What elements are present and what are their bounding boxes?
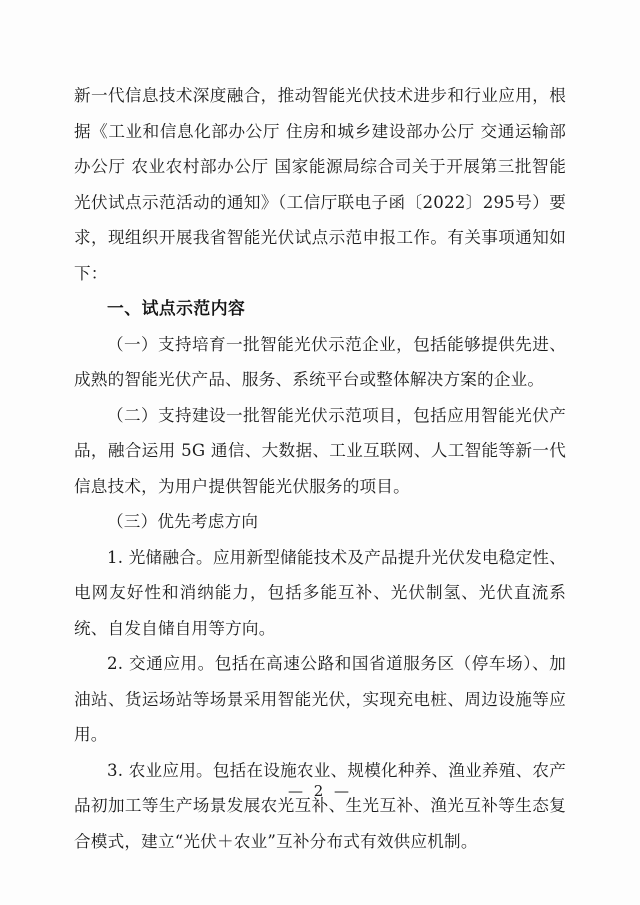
list-item: （三）优先考虑方向 <box>107 512 259 531</box>
section-heading: 一、试点示范内容 <box>107 298 246 318</box>
paragraph-continuation: 新一代信息技术深度融合，推动智能光伏技术进步和行业应用，根据《工业和信息化部办公厅 住房和城乡建设部办公厅 交通运输部办公厅 农业农村部办公厅 国家能源局综合司关于开展第三批智能光伏试点示范活动的通知》（工信厅联电子函〔2022〕295号）要求，现组织开展我省智能光伏试点示范申报工作。有关事项通知如下： <box>74 86 566 283</box>
list-item: 2. 交通应用。包括在高速公路和国省道服务区（停车场）、加油站、货运场站等场景采用智能光伏，实现充电桩、周边设施等应用。 <box>74 654 566 744</box>
list-item: 1. 光储融合。应用新型储能技术及产品提升光伏发电稳定性、电网友好性和消纳能力，包括多能互补、光伏制氢、光伏直流系统、自发自储自用等方向。 <box>74 547 566 638</box>
list-item: 3. 农业应用。包括在设施农业、规模化种养、渔业养殖、农产品初加工等生产场景发展农光互补、生光互补、渔光互补等生态复合模式，建立“光伏＋农业”互补分布式有效供应机制。 <box>74 760 566 851</box>
document-body <box>74 78 566 859</box>
page-number: — 2 — <box>287 782 353 800</box>
list-item: （二）支持建设一批智能光伏示范项目，包括应用智能光伏产品，融合运用 5G 通信、大数据、工业互联网、人工智能等新一代信息技术，为用户提供智能光伏服务的项目。 <box>74 405 566 496</box>
list-item: （一）支持培育一批智能光伏示范企业，包括能够提供先进、成熟的智能光伏产品、服务、系统平台或整体解决方案的企业。 <box>74 334 566 389</box>
